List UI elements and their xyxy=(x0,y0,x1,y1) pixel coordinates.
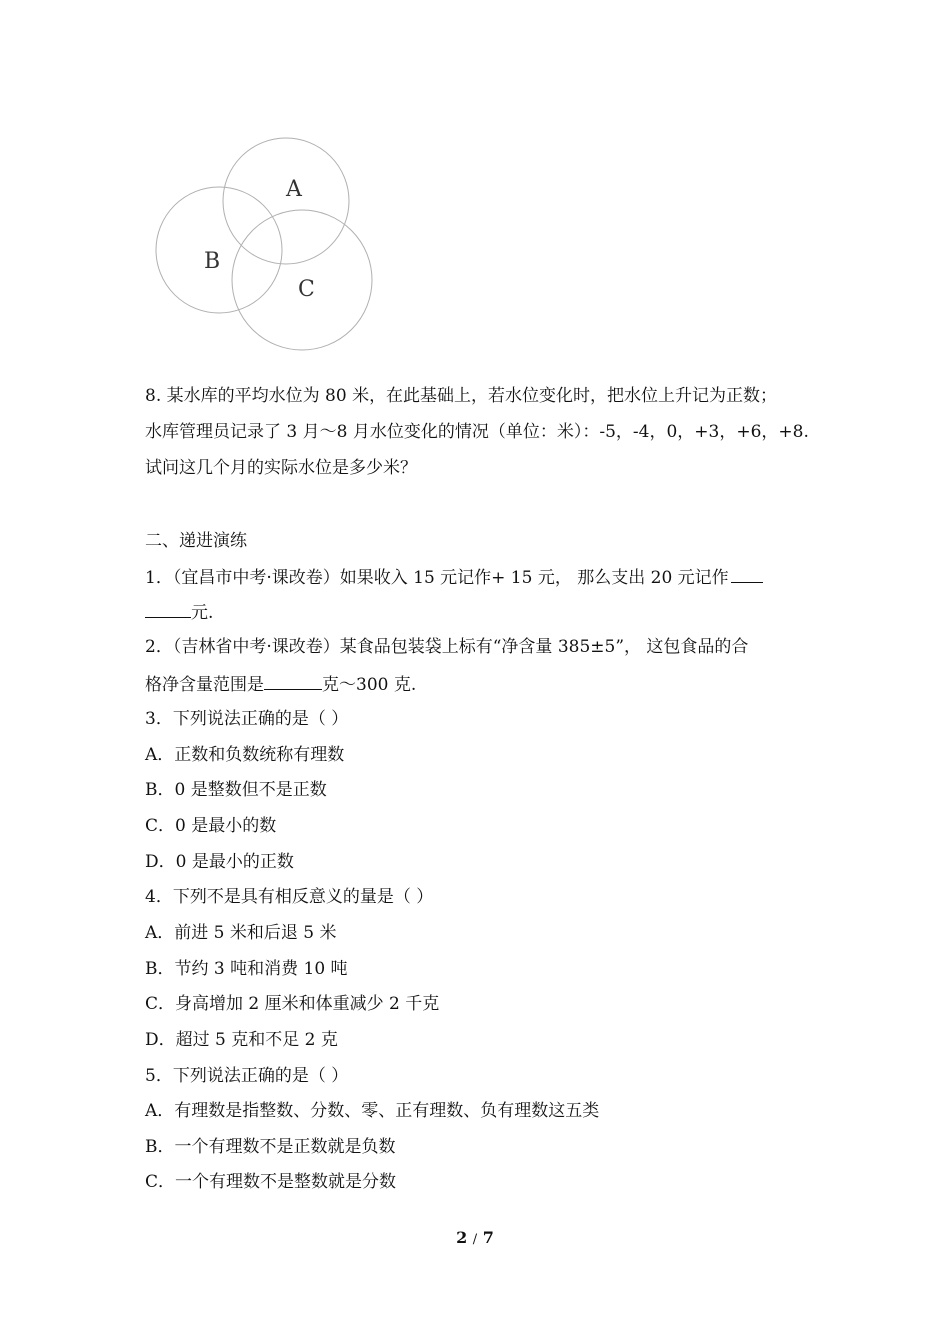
q4-option-d: D．超过 5 克和不足 2 克 xyxy=(145,1030,338,1050)
q2-blank xyxy=(264,671,322,690)
q1-blank-part1 xyxy=(731,564,763,583)
q1-blank-part2 xyxy=(145,599,191,618)
q5-option-b: B．一个有理数不是正数就是负数 xyxy=(145,1137,396,1157)
label-c: C xyxy=(298,277,315,302)
section-heading: 二、递进演练 xyxy=(145,531,247,551)
label-b: B xyxy=(204,249,221,274)
q5-option-a: A．有理数是指整数、分数、零、正有理数、负有理数这五类 xyxy=(145,1101,600,1121)
q1-line-1 xyxy=(145,564,763,590)
q4-stem: 4．下列不是具有相反意义的量是（ ） xyxy=(145,887,434,907)
q8-line-3: 试问这几个月的实际水位是多少米？ xyxy=(145,458,417,478)
label-a: A xyxy=(286,177,302,202)
q3-stem: 3．下列说法正确的是（ ） xyxy=(145,709,349,729)
q8-line-1: 8. 某水库的平均水位为 80 米，在此基础上，若水位变化时，把水位上升记为正数； xyxy=(145,386,778,406)
q5-stem: 5．下列说法正确的是（ ） xyxy=(145,1066,349,1086)
q3-option-b: B．0 是整数但不是正数 xyxy=(145,780,327,800)
q2-post: 克～300 克. xyxy=(322,675,417,695)
page-number xyxy=(0,1228,950,1247)
q3-option-a: A．正数和负数统称有理数 xyxy=(145,745,345,765)
q1-tail: 元. xyxy=(191,603,214,623)
venn-diagram xyxy=(150,135,380,355)
q2-pre: 格净含量范围是 xyxy=(145,675,264,695)
q5-option-c: C．一个有理数不是整数就是分数 xyxy=(145,1172,397,1192)
q1-line-2 xyxy=(145,599,213,625)
q2-line-1: 2．（吉林省中考·课改卷）某食品包装袋上标有“净含量 385±5”， 这包食品的合 xyxy=(145,637,749,657)
q8-line-2: 水库管理员记录了 3 月～8 月水位变化的情况（单位：米）：-5，-4，0，+3，+6，+8. xyxy=(145,422,809,442)
q4-option-b: B．节约 3 吨和消费 10 吨 xyxy=(145,959,348,979)
q1-text: 1．（宜昌市中考·课改卷）如果收入 15 元记作+ 15 元， 那么支出 20 元记作 xyxy=(145,568,729,588)
q3-option-c: C．0 是最小的数 xyxy=(145,816,277,836)
q3-option-d: D．0 是最小的正数 xyxy=(145,852,294,872)
total-pages: 7 xyxy=(482,1228,494,1247)
q4-option-c: C．身高增加 2 厘米和体重减少 2 千克 xyxy=(145,994,440,1014)
current-page: 2 xyxy=(456,1228,468,1247)
q4-option-a: A．前进 5 米和后退 5 米 xyxy=(145,923,337,943)
q2-line-2 xyxy=(145,671,416,697)
page-separator: / xyxy=(472,1232,478,1247)
